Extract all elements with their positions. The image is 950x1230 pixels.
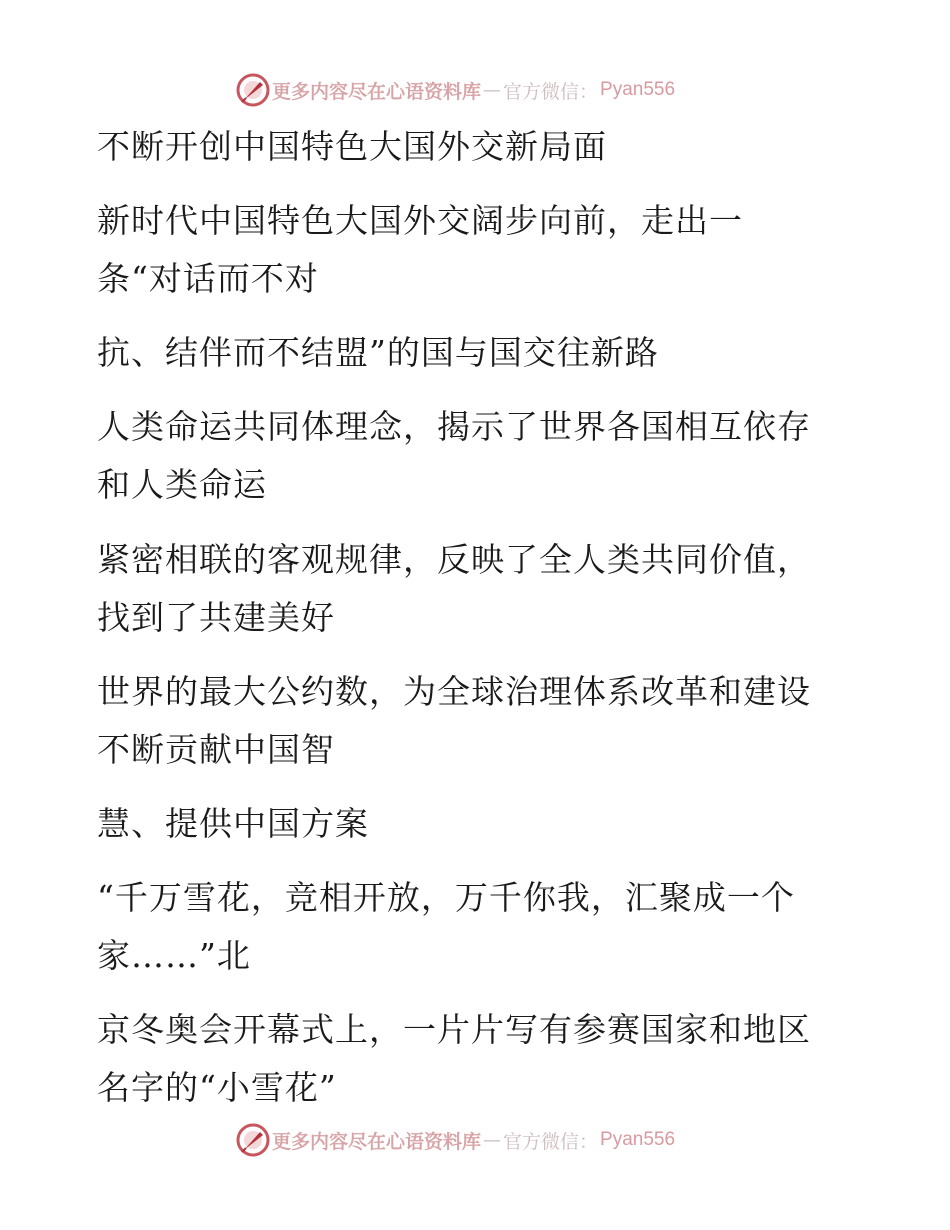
quill-logo-icon xyxy=(236,73,270,107)
watermark-text: 更多内容尽在心语资料库 xyxy=(272,80,482,103)
text-line: 人类命运共同体理念，揭示了世界各国相互依存 xyxy=(97,407,811,446)
watermark-dash: — xyxy=(483,79,502,101)
text-line: 名字的“小雪花” xyxy=(97,1068,337,1107)
text-line: 紧密相联的客观规律，反映了全人类共同价值， xyxy=(97,540,811,579)
text-line: 慧、提供中国方案 xyxy=(97,804,369,843)
watermark-id: Pyan556 xyxy=(600,1129,676,1150)
text-line: 不断开创中国特色大国外交新局面 xyxy=(97,127,607,166)
text-line: 找到了共建美好 xyxy=(97,598,335,637)
text-line: 家……”北 xyxy=(97,936,251,975)
text-line: 京冬奥会开幕式上，一片片写有参赛国家和地区 xyxy=(97,1010,811,1049)
text-line: 抗、结伴而不结盟”的国与国交往新路 xyxy=(97,333,659,372)
text-line: 新时代中国特色大国外交阔步向前，走出一 xyxy=(97,201,743,240)
text-line: 世界的最大公约数，为全球治理体系改革和建设 xyxy=(97,672,811,711)
watermark-text: 更多内容尽在心语资料库 xyxy=(272,1130,482,1153)
text-line: 和人类命运 xyxy=(97,465,267,504)
text-line: 条“对话而不对 xyxy=(97,259,319,298)
text-line: “千万雪花，竞相开放，万千你我，汇聚成一个 xyxy=(97,878,795,917)
watermark-id: Pyan556 xyxy=(600,79,676,100)
watermark-dash: — xyxy=(483,1129,502,1151)
watermark-label: 官方微信： xyxy=(503,1130,599,1153)
quill-logo-icon xyxy=(236,1123,270,1157)
footer-watermark xyxy=(236,1122,675,1158)
text-line: 不断贡献中国智 xyxy=(97,730,335,769)
watermark-label: 官方微信： xyxy=(503,80,599,103)
header-watermark xyxy=(236,72,675,108)
